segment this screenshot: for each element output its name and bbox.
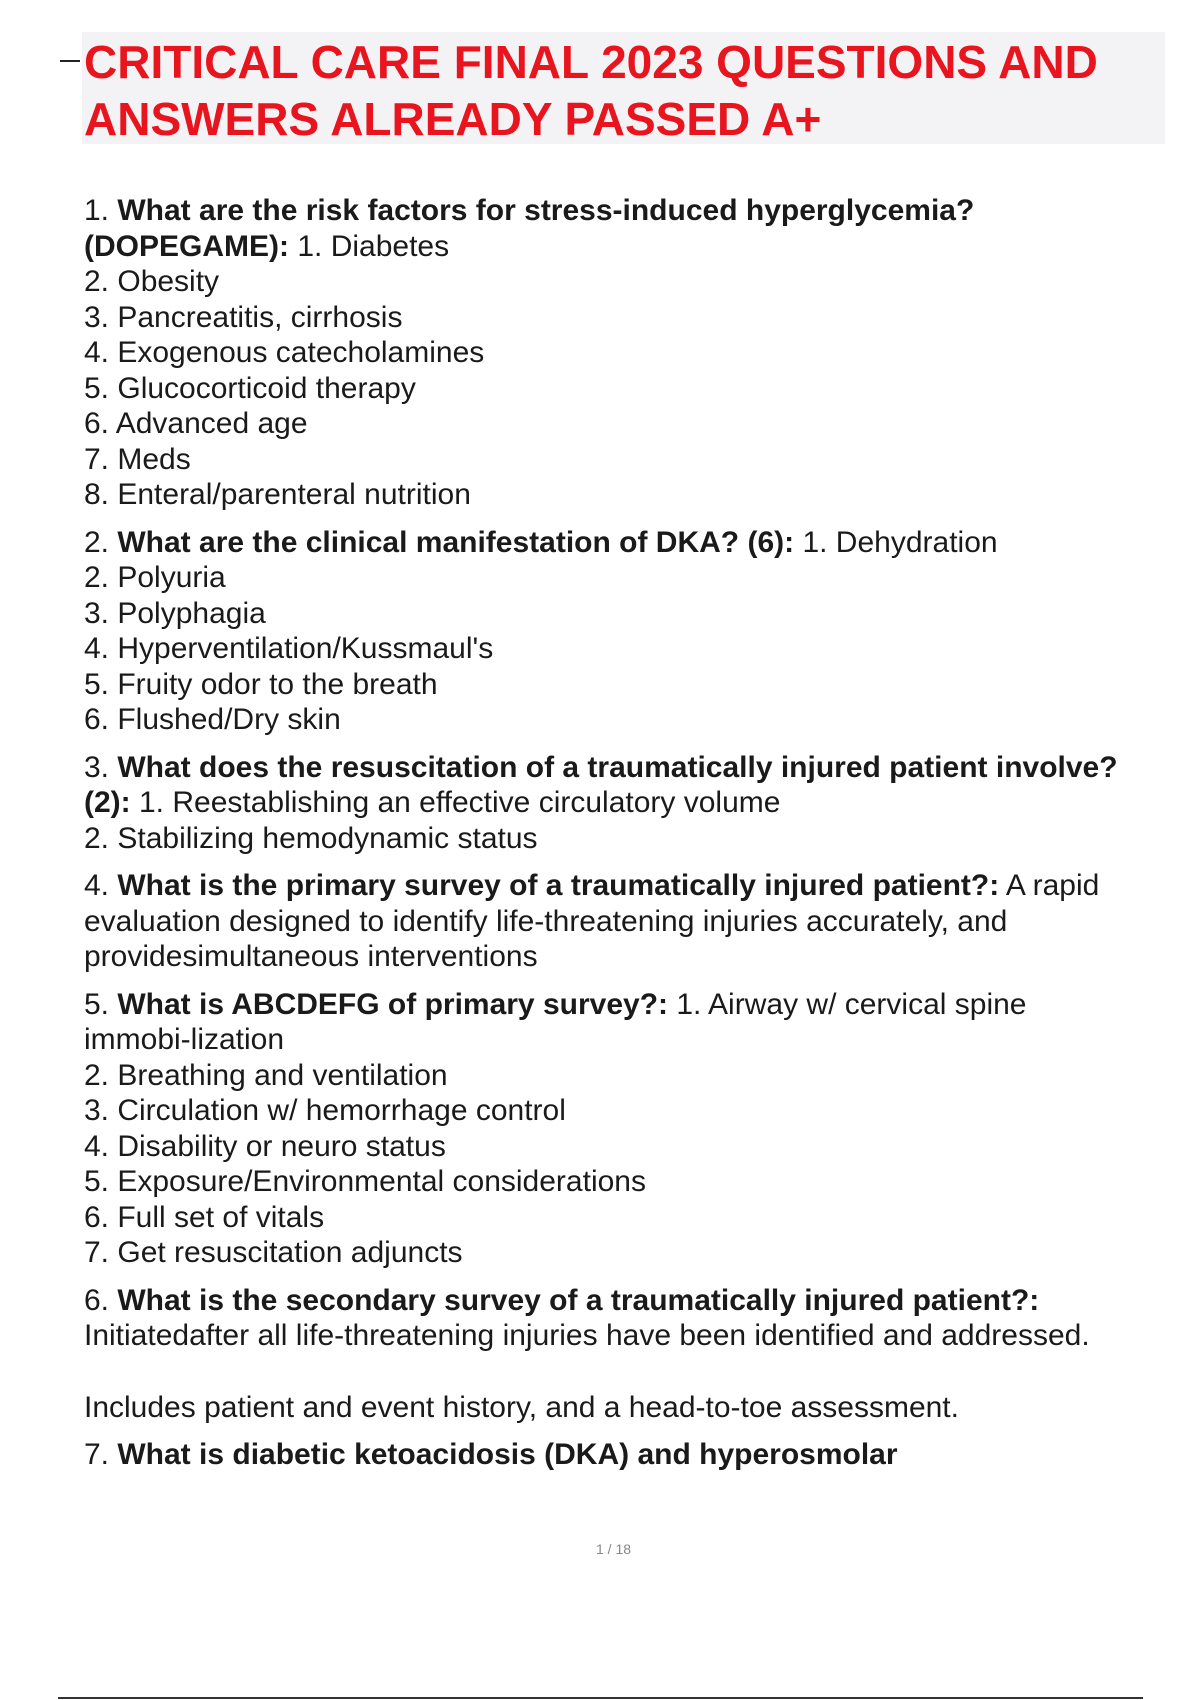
answer-first-line: 1. Reestablishing an effective circulatory volume bbox=[130, 786, 781, 819]
blank-line bbox=[84, 1354, 1124, 1390]
question-number: 6. bbox=[84, 1283, 118, 1317]
answer-first-line: Initiatedafter all life-threatening injuries have been identified and addressed. bbox=[84, 1319, 1090, 1352]
question-text: What does the resuscitation of a traumatically injured patient involve?(2): bbox=[84, 750, 1118, 819]
answer-line: 6. Flushed/Dry skin bbox=[84, 703, 341, 736]
page-indicator: 1 / 18 bbox=[595, 1541, 632, 1557]
question-number: 5. bbox=[84, 987, 118, 1021]
qa-item-6 bbox=[84, 1283, 1124, 1426]
answer-line: 2. Obesity bbox=[84, 265, 220, 298]
question-text: What are the clinical manifestation of DKA? (6): bbox=[117, 525, 795, 559]
question-number: 1. bbox=[84, 194, 118, 227]
answer-first-line: 1. Diabetes bbox=[289, 229, 450, 263]
question-number: 4. bbox=[84, 869, 118, 902]
answer-line: 3. Pancreatitis, cirrhosis bbox=[84, 300, 403, 334]
qa-content bbox=[84, 193, 1124, 1485]
answer-line: 7. Get resuscitation adjuncts bbox=[84, 1236, 463, 1269]
title-dash bbox=[60, 60, 80, 62]
answer-line: 5. Exposure/Environmental considerations bbox=[84, 1165, 646, 1198]
footer-rule bbox=[58, 1697, 1143, 1699]
answer-first-line: 1. Dehydration bbox=[794, 525, 998, 559]
qa-item-3 bbox=[84, 750, 1124, 857]
answer-line: 5. Fruity odor to the breath bbox=[84, 667, 438, 701]
answer-first-line: A rapid evaluation designed to identify life-threatening injuries accurately, and providesimultaneous interventions bbox=[84, 869, 1100, 973]
answer-line: 6. Advanced age bbox=[84, 407, 308, 440]
answer-line: 3. Polyphagia bbox=[84, 596, 266, 630]
qa-item-4 bbox=[84, 868, 1124, 975]
question-number: 2. bbox=[84, 525, 118, 559]
qa-item-5 bbox=[84, 987, 1124, 1271]
question-text: What are the risk factors for stress-induced hyperglycemia?(DOPEGAME): bbox=[84, 194, 975, 263]
question-text: What is the primary survey of a traumatically injured patient?: bbox=[117, 869, 1000, 902]
answer-line: 2. Stabilizing hemodynamic status bbox=[84, 821, 538, 855]
question-number: 7. bbox=[84, 1438, 118, 1471]
question-text: What is the secondary survey of a traumatically injured patient?: bbox=[117, 1283, 1040, 1317]
qa-item-2 bbox=[84, 525, 1124, 738]
answer-line: 2. Polyuria bbox=[84, 561, 226, 594]
question-text: What is diabetic ketoacidosis (DKA) and hyperosmolar bbox=[117, 1438, 898, 1471]
qa-item-7 bbox=[84, 1437, 1124, 1473]
answer-line: Includes patient and event history, and a head-to-toe assessment. bbox=[84, 1390, 959, 1424]
answer-line: 6. Full set of vitals bbox=[84, 1200, 325, 1234]
answer-line: 8. Enteral/parenteral nutrition bbox=[84, 478, 471, 511]
answer-line: 4. Disability or neuro status bbox=[84, 1129, 446, 1163]
answer-line: 4. Exogenous catecholamines bbox=[84, 336, 485, 369]
qa-item-1 bbox=[84, 193, 1124, 513]
answer-line: 2. Breathing and ventilation bbox=[84, 1058, 448, 1092]
answer-first-line: 1. Airway w/ cervical spine immobi-lization bbox=[84, 987, 1027, 1056]
document-title: CRITICAL CARE FINAL 2023 QUESTIONS AND ANSWERS ALREADY PASSED A+ bbox=[84, 36, 1098, 145]
question-number: 3. bbox=[84, 750, 118, 784]
answer-line: 3. Circulation w/ hemorrhage control bbox=[84, 1094, 566, 1127]
answer-line: 5. Glucocorticoid therapy bbox=[84, 371, 416, 405]
answer-line: 4. Hyperventilation/Kussmaul's bbox=[84, 632, 494, 665]
answer-line: 7. Meds bbox=[84, 442, 191, 476]
question-text: What is ABCDEFG of primary survey?: bbox=[117, 987, 669, 1021]
